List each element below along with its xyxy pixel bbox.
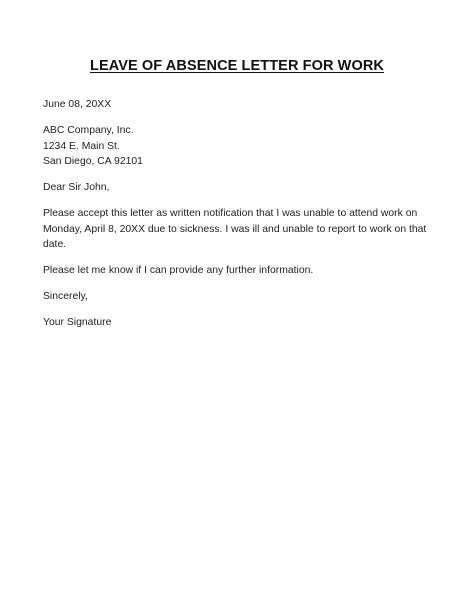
- letter-content: [43, 97, 435, 331]
- body-paragraph: [43, 206, 435, 253]
- closing: Sincerely,: [43, 291, 88, 302]
- body-line: date.: [43, 239, 67, 250]
- recipient-address: [43, 123, 435, 170]
- body-line: Monday, April 8, 20XX due to sickness. I was ill and unable to report to work on that: [43, 223, 427, 235]
- follow-up-paragraph: Please let me know if I can provide any further information.: [43, 265, 314, 276]
- letter-title: LEAVE OF ABSENCE LETTER FOR WORK: [89, 58, 384, 74]
- recipient-street: 1234 E. Main St.: [43, 140, 120, 152]
- letter-date: June 08, 20XX: [43, 99, 112, 110]
- recipient-company: ABC Company, Inc.: [43, 125, 134, 136]
- salutation: Dear Sir John,: [43, 182, 110, 193]
- signature: Your Signature: [43, 317, 112, 328]
- recipient-city: San Diego, CA 92101: [43, 156, 143, 167]
- body-line: Please accept this letter as written notification that I was unable to attend work on: [43, 208, 418, 219]
